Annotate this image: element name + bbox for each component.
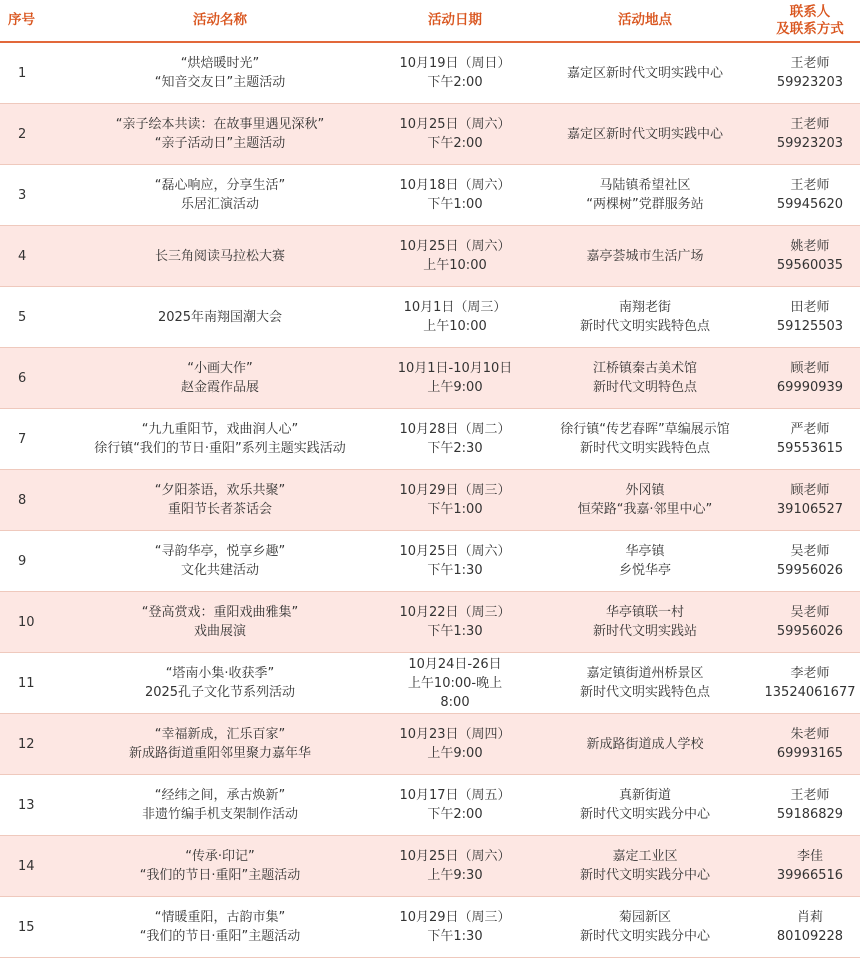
table-row	[0, 226, 860, 287]
activity-date: 10月25日（周六） 下午2:00	[380, 104, 530, 165]
activity-name: “传承·印记” “我们的节日·重阳”主题活动	[60, 836, 380, 897]
table-row	[0, 592, 860, 653]
header-name: 活动名称	[60, 0, 380, 42]
activity-name: “经纬之间，承古焕新” 非遗竹编手机支架制作活动	[60, 775, 380, 836]
activity-name: 长三角阅读马拉松大赛	[60, 226, 380, 287]
activity-date: 10月17日（周五） 下午2:00	[380, 775, 530, 836]
activity-contact: 吴老师 59956026	[760, 531, 860, 592]
activity-date: 10月1日（周三） 上午10:00	[380, 287, 530, 348]
table-row	[0, 470, 860, 531]
row-number: 8	[0, 470, 60, 531]
activity-location: 南翔老街 新时代文明实践特色点	[530, 287, 760, 348]
activity-contact: 王老师 59923203	[760, 42, 860, 104]
row-number: 6	[0, 348, 60, 409]
activity-location: 新成路街道成人学校	[530, 714, 760, 775]
activity-date: 10月25日（周六） 下午1:30	[380, 531, 530, 592]
activity-name: “塔南小集·收获季” 2025孔子文化节系列活动	[60, 653, 380, 714]
table-row	[0, 348, 860, 409]
activity-location: 嘉定区新时代文明实践中心	[530, 104, 760, 165]
row-number: 5	[0, 287, 60, 348]
row-number: 13	[0, 775, 60, 836]
activity-location: 嘉定镇街道州桥景区 新时代文明实践特色点	[530, 653, 760, 714]
activity-date: 10月1日-10月10日 上午9:00	[380, 348, 530, 409]
activity-date: 10月24日-26日 上午10:00-晚上 8:00	[380, 653, 530, 714]
activity-name: “情暖重阳，古韵市集” “我们的节日·重阳”主题活动	[60, 897, 380, 958]
activity-contact: 肖莉 80109228	[760, 897, 860, 958]
activity-contact: 王老师 59186829	[760, 775, 860, 836]
header-no: 序号	[0, 0, 60, 42]
activity-date: 10月29日（周三） 下午1:30	[380, 897, 530, 958]
activity-date: 10月29日（周三） 下午1:00	[380, 470, 530, 531]
activity-name: “亲子绘本共读：在故事里遇见深秋” “亲子活动日”主题活动	[60, 104, 380, 165]
table-header-row	[0, 0, 860, 42]
activity-contact: 李老师 13524061677	[760, 653, 860, 714]
table-row	[0, 653, 860, 714]
row-number: 1	[0, 42, 60, 104]
row-number: 3	[0, 165, 60, 226]
activity-date: 10月23日（周四） 上午9:00	[380, 714, 530, 775]
activity-location: 华亭镇 乡悦华亭	[530, 531, 760, 592]
row-number: 9	[0, 531, 60, 592]
row-number: 10	[0, 592, 60, 653]
activity-location: 马陆镇希望社区 “两棵树”党群服务站	[530, 165, 760, 226]
activity-name: “登高赏戏：重阳戏曲雅集” 戏曲展演	[60, 592, 380, 653]
table-row	[0, 287, 860, 348]
row-number: 14	[0, 836, 60, 897]
activity-name: “夕阳茶语，欢乐共聚” 重阳节长者茶话会	[60, 470, 380, 531]
activity-contact: 顾老师 39106527	[760, 470, 860, 531]
table-row	[0, 775, 860, 836]
activity-name: “寻韵华亭，悦享乡趣” 文化共建活动	[60, 531, 380, 592]
activity-name: 2025年南翔国潮大会	[60, 287, 380, 348]
row-number: 7	[0, 409, 60, 470]
table-row	[0, 897, 860, 958]
activity-date: 10月22日（周三） 下午1:30	[380, 592, 530, 653]
activity-contact: 吴老师 59956026	[760, 592, 860, 653]
activity-contact: 严老师 59553615	[760, 409, 860, 470]
activity-date: 10月25日（周六） 上午10:00	[380, 226, 530, 287]
row-number: 2	[0, 104, 60, 165]
activity-location: 华亭镇联一村 新时代文明实践站	[530, 592, 760, 653]
activity-name: “小画大作” 赵金霞作品展	[60, 348, 380, 409]
activity-date: 10月18日（周六） 下午1:00	[380, 165, 530, 226]
header-contact	[760, 0, 860, 42]
table-row	[0, 714, 860, 775]
activity-contact: 王老师 59945620	[760, 165, 860, 226]
activity-contact: 田老师 59125503	[760, 287, 860, 348]
table-row	[0, 409, 860, 470]
row-number: 15	[0, 897, 60, 958]
activity-location: 外冈镇 恒荣路“我嘉·邻里中心”	[530, 470, 760, 531]
activity-contact: 姚老师 59560035	[760, 226, 860, 287]
header-contact-text: 联系人 及联系方式	[776, 3, 844, 37]
activity-name: “九九重阳节，戏曲润人心” 徐行镇“我们的节日·重阳”系列主题实践活动	[60, 409, 380, 470]
activity-date: 10月19日（周日） 下午2:00	[380, 42, 530, 104]
table-row	[0, 531, 860, 592]
header-location: 活动地点	[530, 0, 760, 42]
activity-location: 嘉亭荟城市生活广场	[530, 226, 760, 287]
activity-date: 10月25日（周六） 上午9:30	[380, 836, 530, 897]
activity-location: 菊园新区 新时代文明实践分中心	[530, 897, 760, 958]
activity-location: 徐行镇“传艺春晖”草编展示馆 新时代文明实践特色点	[530, 409, 760, 470]
activity-contact: 王老师 59923203	[760, 104, 860, 165]
table-row	[0, 836, 860, 897]
activity-name: “烘焙暖时光” “知音交友日”主题活动	[60, 42, 380, 104]
row-number: 12	[0, 714, 60, 775]
row-number: 11	[0, 653, 60, 714]
activity-location: 真新街道 新时代文明实践分中心	[530, 775, 760, 836]
activity-contact: 李佳 39966516	[760, 836, 860, 897]
header-date: 活动日期	[380, 0, 530, 42]
activity-date: 10月28日（周二） 下午2:30	[380, 409, 530, 470]
table-row	[0, 42, 860, 104]
table-row	[0, 165, 860, 226]
activity-contact: 顾老师 69990939	[760, 348, 860, 409]
activity-location: 嘉定区新时代文明实践中心	[530, 42, 760, 104]
activity-contact: 朱老师 69993165	[760, 714, 860, 775]
activity-location: 江桥镇秦古美术馆 新时代文明特色点	[530, 348, 760, 409]
activity-location: 嘉定工业区 新时代文明实践分中心	[530, 836, 760, 897]
activity-name: “幸福新成，汇乐百家” 新成路街道重阳邻里聚力嘉年华	[60, 714, 380, 775]
activity-name: “磊心响应，分享生活” 乐居汇演活动	[60, 165, 380, 226]
table-row	[0, 104, 860, 165]
row-number: 4	[0, 226, 60, 287]
